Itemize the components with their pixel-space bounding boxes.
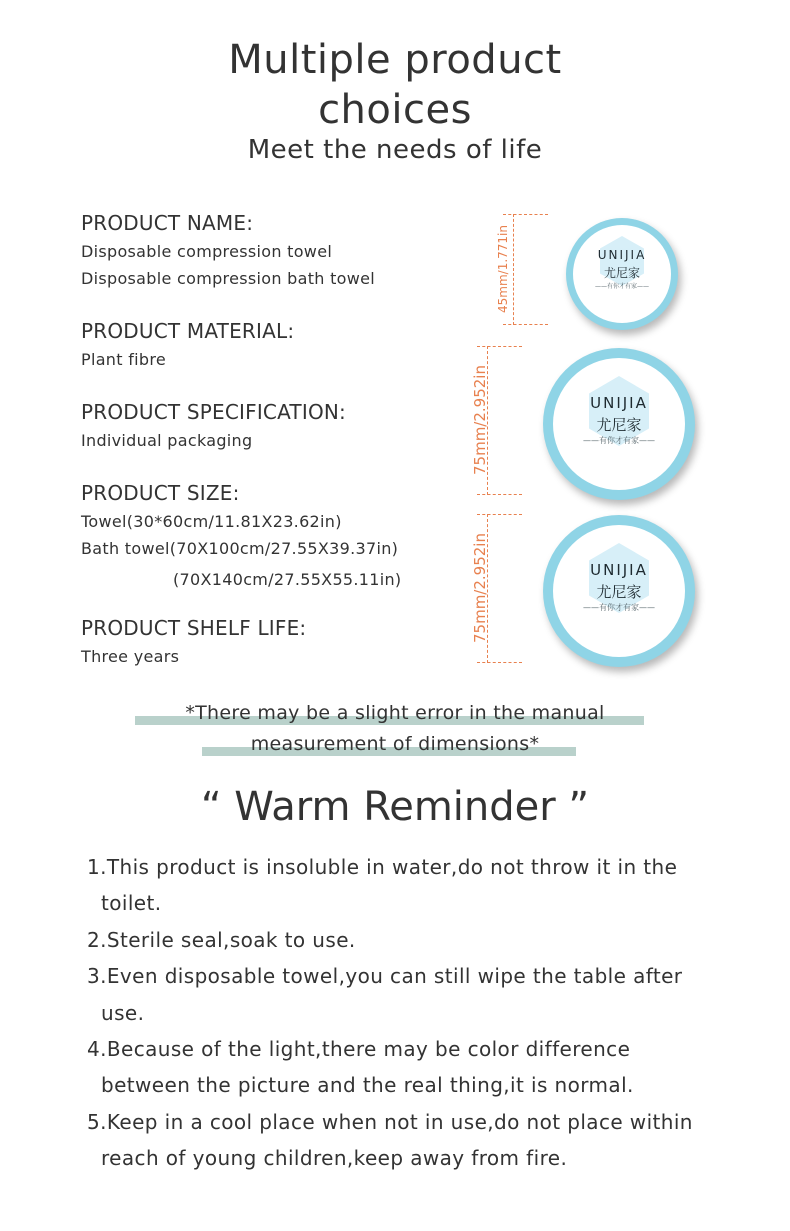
product-size-value: Towel(30*60cm/11.81X23.62in)	[81, 512, 342, 531]
product-shelf-life-label: PRODUCT SHELF LIFE:	[81, 616, 307, 640]
reminder-item: 2.Sterile seal,soak to use.	[87, 928, 356, 952]
reminder-item-cont: between the picture and the real thing,it is normal.	[101, 1073, 634, 1097]
brand-tagline: ——有你才有家——	[583, 436, 655, 445]
product-material-label: PRODUCT MATERIAL:	[81, 319, 295, 343]
brand-name: UNIJIA	[590, 561, 648, 579]
product-disc-small	[566, 218, 678, 330]
reminder-item: 1.This product is insoluble in water,do not throw it in the	[87, 855, 678, 879]
brand-name: UNIJIA	[597, 248, 647, 262]
product-size-value: (70X140cm/27.55X55.11in)	[173, 570, 402, 589]
product-size-value: Bath towel(70X100cm/27.55X39.37in)	[81, 539, 399, 558]
product-name-label: PRODUCT NAME:	[81, 211, 254, 235]
reminder-item-cont: use.	[101, 1001, 145, 1025]
product-material-value: Plant fibre	[81, 350, 167, 369]
product-disc-large	[543, 515, 695, 667]
reminder-item-cont: reach of young children,keep away from fire.	[101, 1146, 568, 1170]
measurement-note: measurement of dimensions*	[250, 733, 540, 755]
brand-name-cn: 尤尼家	[596, 583, 642, 601]
reminder-item: 3.Even disposable towel,you can still wipe the table after	[87, 964, 683, 988]
product-name-value: Disposable compression bath towel	[81, 269, 376, 288]
product-specification-value: Individual packaging	[81, 431, 253, 450]
dimension-label: 75mm/2.952in	[471, 365, 489, 475]
brand-name-cn: 尤尼家	[603, 266, 640, 280]
reminder-item: 5.Keep in a cool place when not in use,do not place within	[87, 1110, 693, 1134]
brand-name: UNIJIA	[590, 394, 648, 412]
reminder-title: “ Warm Reminder ”	[200, 784, 590, 830]
product-disc-large	[543, 348, 695, 500]
product-size-label: PRODUCT SIZE:	[81, 481, 240, 505]
page-title-line1: Multiple product	[228, 37, 562, 83]
reminder-item-cont: toilet.	[101, 891, 162, 915]
page-subtitle: Meet the needs of life	[247, 135, 543, 165]
dimension-label: 75mm/2.952in	[471, 533, 489, 643]
dimension-label: 45mm/1.771in	[496, 225, 510, 313]
page-title-line2: choices	[318, 87, 472, 133]
product-name-value: Disposable compression towel	[81, 242, 333, 261]
product-specification-label: PRODUCT SPECIFICATION:	[81, 400, 346, 424]
brand-tagline: ——有你才有家——	[594, 283, 649, 290]
product-shelf-life-value: Three years	[81, 647, 180, 666]
brand-tagline: ——有你才有家——	[583, 603, 655, 612]
measurement-note: *There may be a slight error in the manual	[185, 702, 605, 724]
brand-name-cn: 尤尼家	[596, 416, 642, 434]
reminder-item: 4.Because of the light,there may be color difference	[87, 1037, 631, 1061]
